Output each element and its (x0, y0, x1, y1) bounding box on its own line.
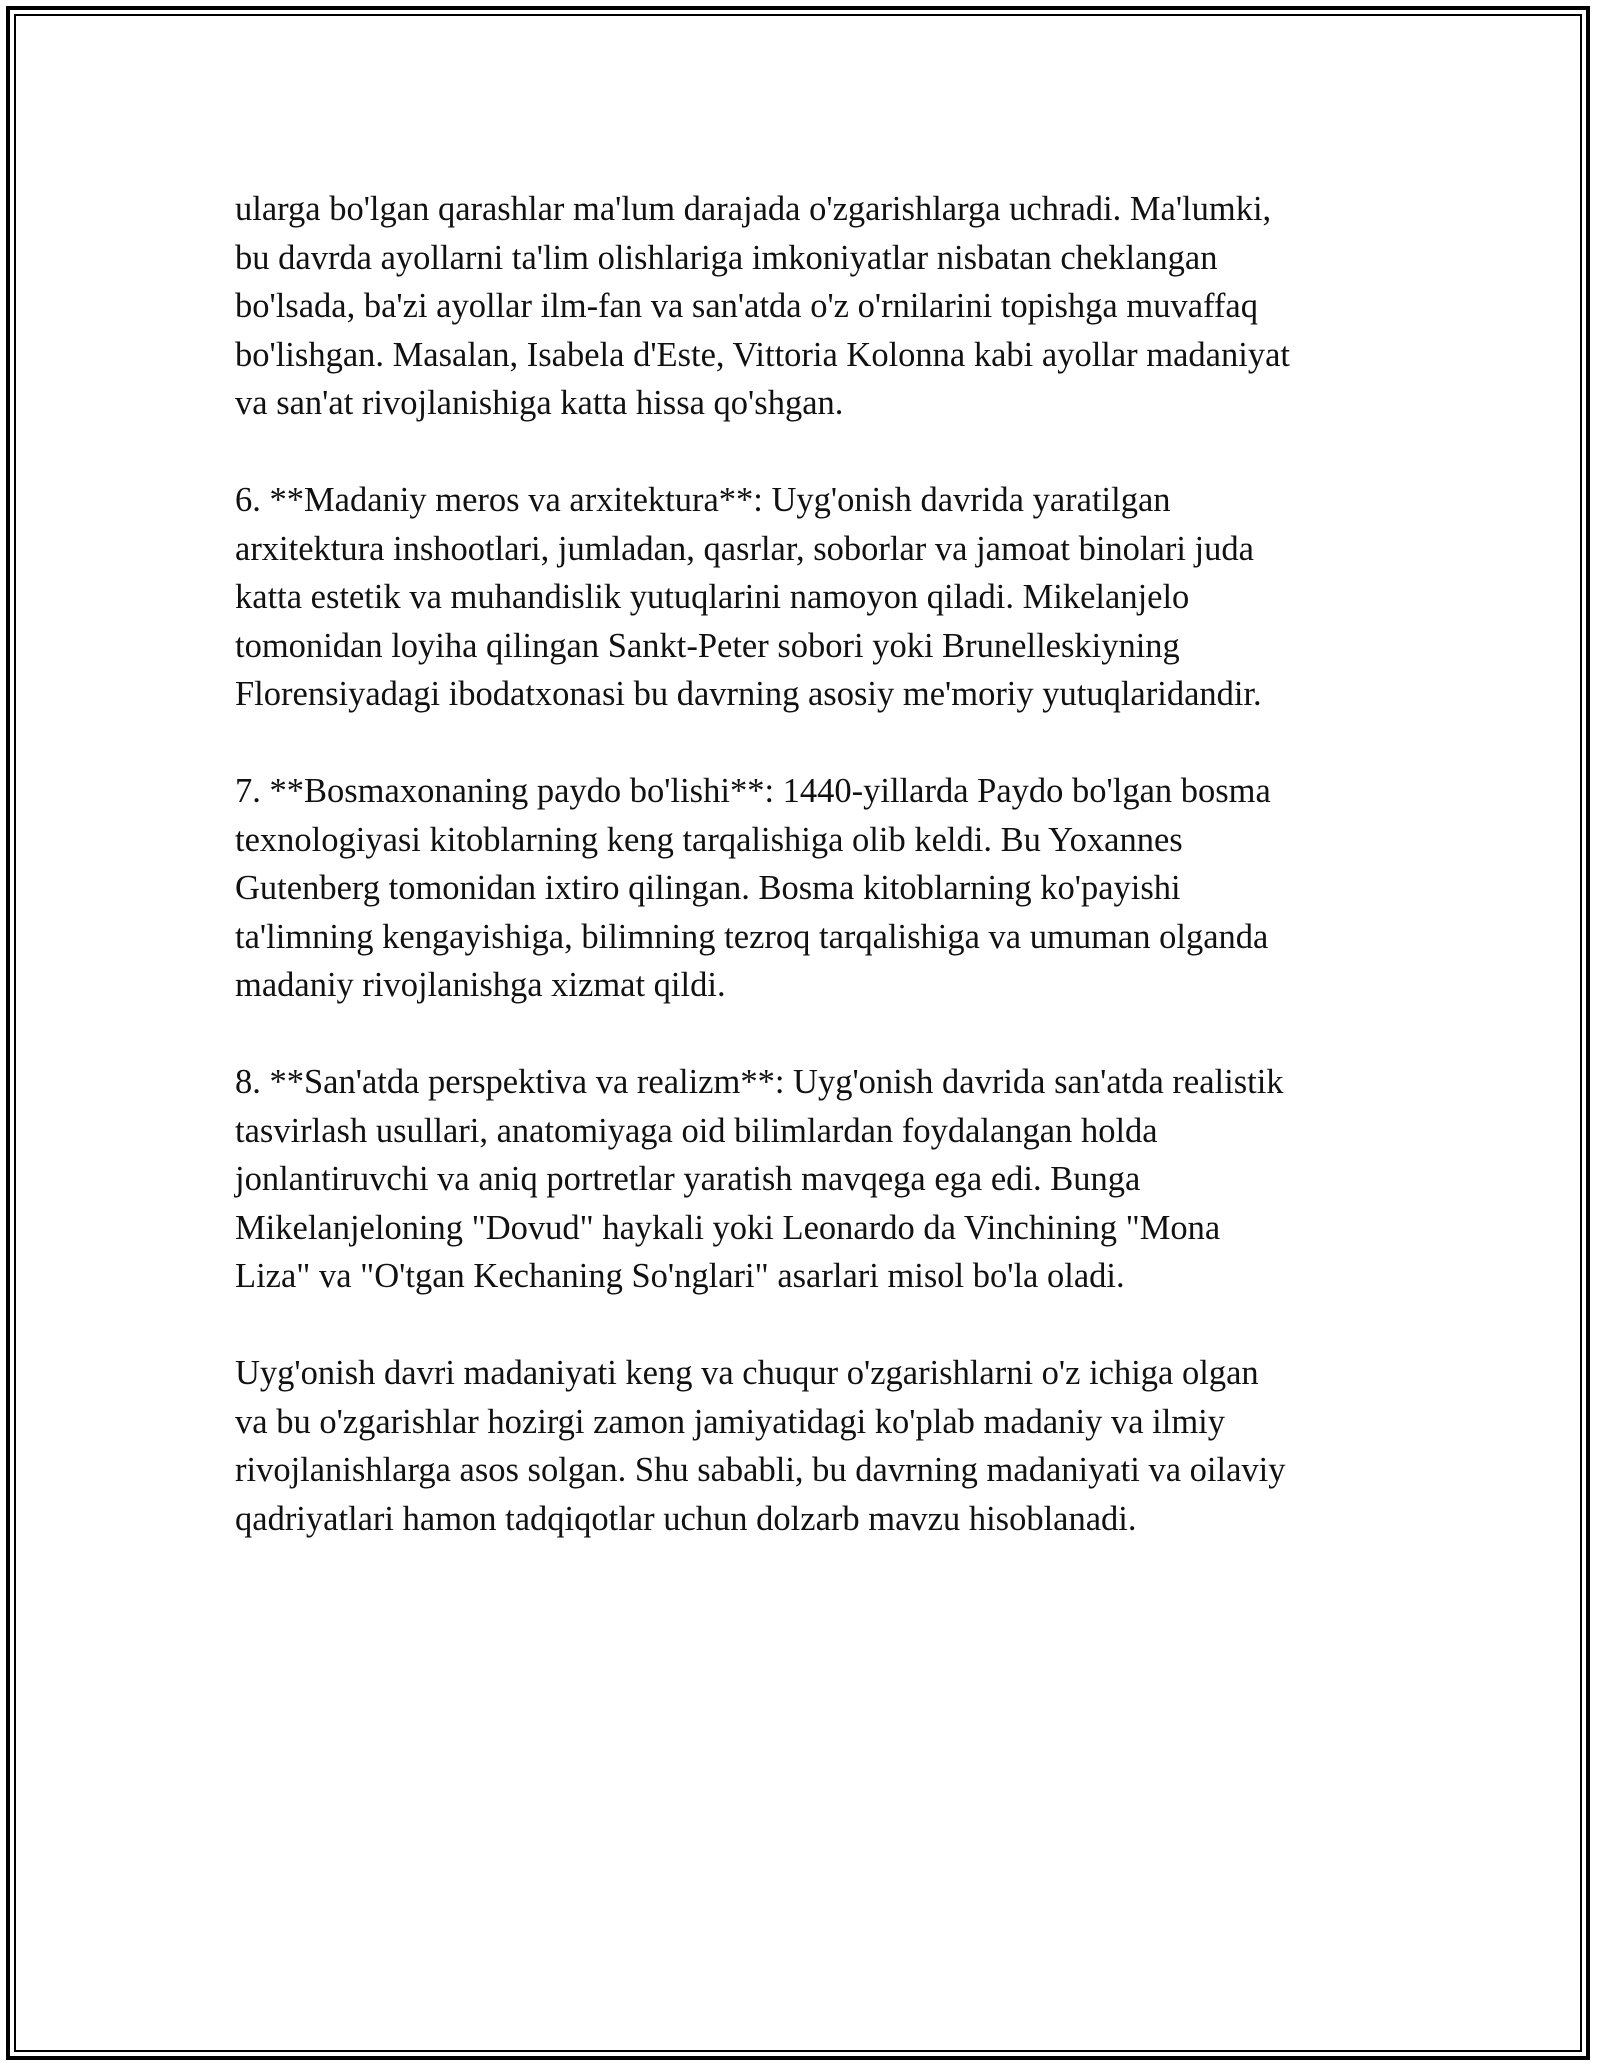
paragraph-conclusion: Uyg'onish davri madaniyati keng va chuqur o'zgarishlarni o'z ichiga olgan va bu o'zgarishlar hozirgi zamon jamiyatidagi ko'plab madaniy va ilmiy rivojlanishlarga asos solgan. Shu sababli, bu davrning madaniyati va oilaviy qadriyatlari hamon tadqiqotlar uchun dolzarb mavzu hisoblanadi. (235, 1354, 1286, 1538)
document-body (235, 185, 1385, 1592)
paragraph-women-culture: ularga bo'lgan qarashlar ma'lum darajada o'zgarishlarga uchradi. Ma'lumki, bu davrda ayollarni ta'lim olishlariga imkoniyatlar nisbatan cheklangan bo'lsada, ba'zi ayollar ilm-fan va san'atda o'z o'rnilarini topishga muvaffaq bo'lishgan. Masalan, Isabela d'Este, Vittoria Kolonna kabi ayollar madaniyat va san'at rivojlanishiga katta hissa qo'shgan. (235, 190, 1290, 422)
paragraph-perspective-realism: 8. **San'atda perspektiva va realizm**: Uyg'onish davrida san'atda realistik tasvirlash usullari, anatomiyaga oid bilimlardan foydalangan holda jonlantiruvchi va aniq portretlar yaratish mavqega ega edi. Bunga Mikelanjeloning "Dovud" haykali yoki Leonardo da Vinchining "Mona Liza" va "O'tgan Kechaning So'nglari" asarlari misol bo'la oladi. (235, 1063, 1284, 1295)
paragraph-printing: 7. **Bosmaxonaning paydo bo'lishi**: 1440-yillarda Paydo bo'lgan bosma texnologiyasi kitoblarning keng tarqalishiga olib keldi. Bu Yoxannes Gutenberg tomonidan ixtiro qilingan. Bosma kitoblarning ko'payishi ta'limning kengayishiga, bilimning tezroq tarqalishiga va umuman olganda madaniy rivojlanishga xizmat qildi. (235, 772, 1271, 1004)
paragraph-architecture: 6. **Madaniy meros va arxitektura**: Uyg'onish davrida yaratilgan arxitektura inshootlari, jumladan, qasrlar, soborlar va jamoat binolari juda katta estetik va muhandislik yutuqlarini namoyon qiladi. Mikelanjelo tomonidan loyiha qilingan Sankt-Peter sobori yoki Brunelleskiyning Florensiyadagi ibodatxonasi bu davrning asosiy me'moriy yutuqlaridandir. (235, 481, 1262, 713)
